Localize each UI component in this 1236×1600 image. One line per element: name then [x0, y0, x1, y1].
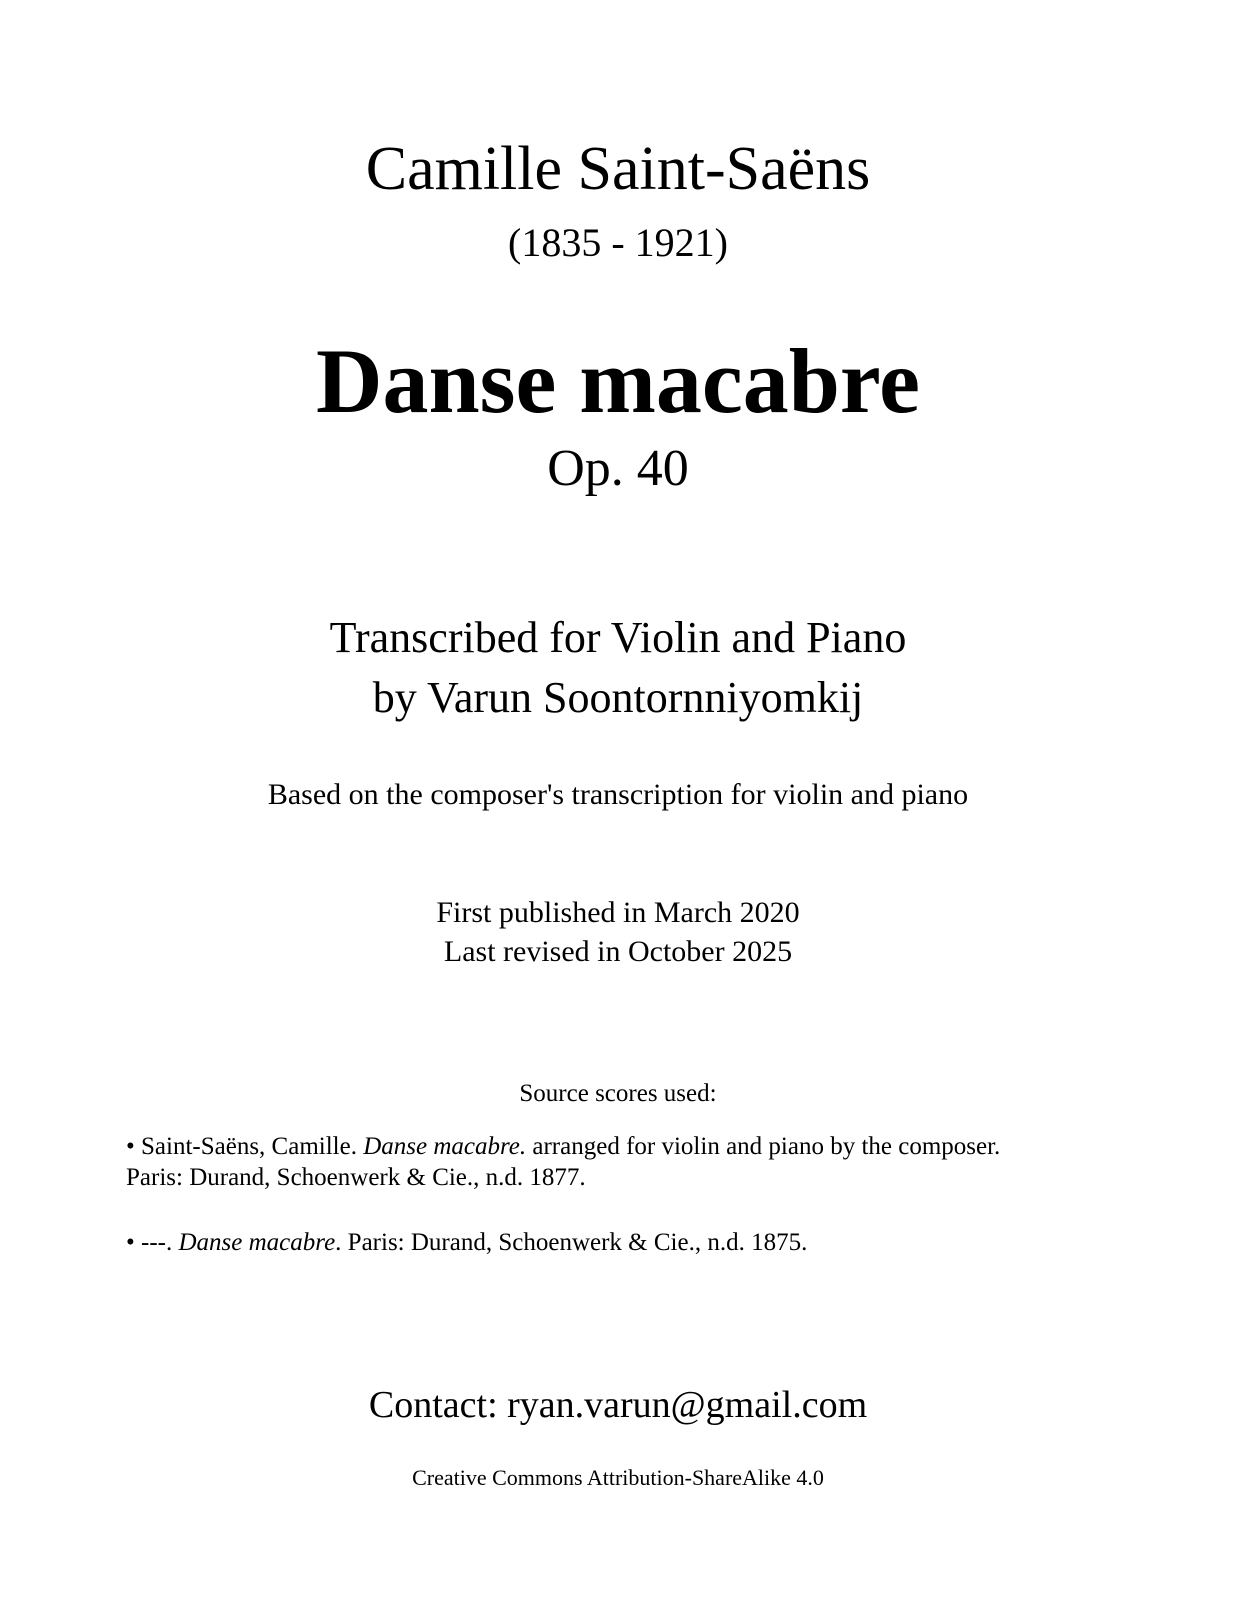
source-citation-line — [126, 1131, 1116, 1162]
composer-name: Camille Saint-Saëns — [365, 135, 871, 203]
work-title: Danse macabre — [316, 330, 920, 432]
source-suffix: . Paris: Durand, Schoenwerk & Cie., n.d. 1875. — [335, 1229, 808, 1256]
license-notice: Creative Commons Attribution-ShareAlike 4.0 — [412, 1465, 824, 1490]
source-citation-line — [126, 1227, 1116, 1258]
source-title: Danse macabre — [178, 1229, 336, 1256]
source-publisher-line: Paris: Durand, Schoenwerk & Cie., n.d. 1877. — [126, 1164, 586, 1191]
based-on-note: Based on the composer's transcription for violin and piano — [267, 778, 969, 811]
source-prefix: • Saint-Saëns, Camille. — [126, 1133, 364, 1160]
source-prefix: • ---. — [126, 1229, 179, 1256]
source-title: Danse macabre. — [363, 1133, 527, 1160]
transcriber-line: by Varun Soontornniyomkij — [372, 673, 864, 722]
last-revised-date: Last revised in October 2025 — [443, 935, 793, 968]
source-entry — [126, 1131, 1116, 1193]
source-suffix: arranged for violin and piano by the composer. — [526, 1133, 1001, 1160]
contact-email: Contact: ryan.varun@gmail.com — [368, 1384, 868, 1426]
sources-heading: Source scores used: — [519, 1080, 717, 1107]
opus-number: Op. 40 — [547, 440, 689, 497]
source-entry — [126, 1227, 1116, 1258]
first-published-date: First published in March 2020 — [436, 896, 800, 929]
transcription-line: Transcribed for Violin and Piano — [329, 613, 907, 662]
composer-dates: (1835 - 1921) — [508, 220, 728, 265]
